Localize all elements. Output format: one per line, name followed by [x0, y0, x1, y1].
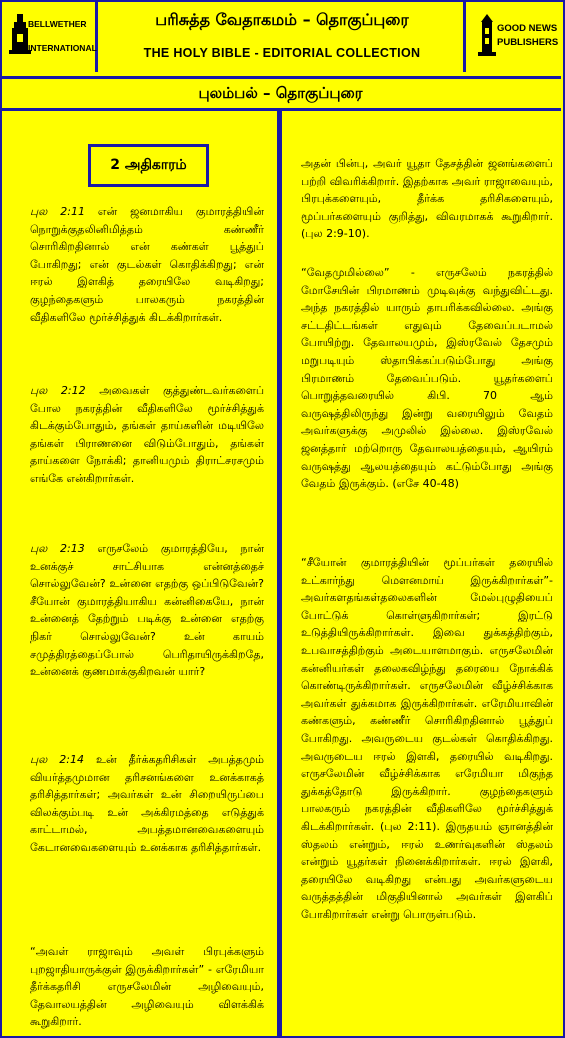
- bellwether-logo: [2, 2, 98, 72]
- right-column: [282, 111, 561, 1036]
- header-titles: [98, 2, 466, 74]
- verse-paragraph: புல 2:11 என் ஜனமாகிய குமாரத்தியின் நொறுக்குதலினிமித்தம் கண்ணீர் சொரிகிறதினால் என் கண்கள் பூத்துப் போகிறது; என் குடல்கள் கொதிக்கிறது; என் ஈரல் இளகித் தரையிலே வடிகிறது; குழந்தைகளும் பாலகரும் நகரத்தின் வீதிகளிலே மூர்ச்சித்துக் கிடக்கிறார்கள்.: [30, 205, 265, 324]
- subtitle: புலம்பல் – தொகுப்புரை: [0, 79, 561, 111]
- left-logo-line2: INTERNATIONAL: [28, 43, 97, 53]
- tower-icon: [476, 14, 498, 58]
- right-logo-line1: GOOD NEWS: [497, 23, 558, 34]
- chapter-label: 2 அதிகாரம்: [88, 144, 209, 187]
- verse-paragraph: புல 2:13 எருசலேம் குமாரத்தியே, நான் உனக்குச் சாட்சியாக என்னத்தைச் சொல்லுவேன்? உன்னை எதற்கு ஒப்பிடுவேன்? சீயோன் குமாரத்தியாகிய கன்னிகையே, நான் உன்னைத் தேற்றும் படிக்கு உன்னை எதற்கு நிகர் சொல்லுவேன்? உன் காயம் சமுத்திரத்தைப்போல் பெரிதாயிருக்கிறதே, உன்னைக் குணமாக்குகிறவன் யார்?: [30, 542, 264, 679]
- right-logo-line2: PUBLISHERS: [497, 37, 559, 48]
- title-english: THE HOLY BIBLE - EDITORIAL COLLECTION: [143, 46, 421, 60]
- verse-paragraph: புல 2:12 அவைகள் குத்துண்டவர்களைப் போல நகரத்தின் வீதிகளிலே மூர்ச்சித்துக் கிடக்கும்போதும், தங்கள் தாய்களின் மடியிலே தங்கள் பிராணனை விடும்போதும், தங்கள் தாய்களை நோக்கி; தானியமும் திராட்சரசமும் எங்கே என்கிறார்கள்.: [30, 384, 265, 485]
- good-news-logo: [463, 2, 561, 72]
- commentary-paragraph: அதன் பின்பு, அவர் யூதா தேசத்தின் ஜனங்களைப் பற்றி விவரிக்கிறார். இதற்காக அவர் ராஜாவையும், பிரபுக்களையும், தீர்க்க தரிசிகளையும், மூப்பர்களையும் குறித்து, விவரமாகக் கூறுகிறார். (புல 2:9-10).: [301, 157, 553, 241]
- commentary-paragraph: “அவள் ராஜாவும் அவள் பிரபுக்களும் புறஜாதியாருக்குள் இருக்கிறார்கள்” - எரேமியா தீர்க்கதரிசி எருசலேமின் அழிவையும், தேவாலயத்தின் அழிவையும் விளக்கிக் கூறுகிறார்.: [30, 945, 264, 1029]
- title-tamil: பரிசுத்த வேதாகமம் – தொகுப்புரை: [155, 10, 409, 29]
- header: [0, 0, 561, 79]
- commentary-paragraph: “சீயோன் குமாரத்தியின் மூப்பர்கள் தரையில் உட்கார்ந்து மௌனமாய் இருக்கிறார்கள்”-அவர்களதங்கள்தலைகளின் மேல்புழுதியைப் போட்டுக் கொள்ளுகிறார்கள்; இரட்டு உடுத்தியிருக்கிறார்கள். இவை துக்கத்திற்கும், உபவாசத்திற்கும் அடையாளமாகும். எருசலேமின் கன்னியர்கள் தலைகவிழ்ந்து தரையை நோக்கிக் கொண்டிருக்கிறார்கள். எருசலேமின் வீழ்ச்சிக்காக அவர்கள் துக்கமாக இருக்கிறார்கள். எரேமியாவின் கண்களும், கண்ணீர் சொரிகிறதினால் பூத்துப் போகிறது. அவருடைய குடல்கள் கொதிக்கிறது. அவருடைய ஈரல் இளகி, தரையில் வடிகிறது. எருசலேமின் வீழ்ச்சிக்காக எரேமியா மிகுந்த துக்கத்தோடு இருக்கிறார். குழந்தைகளும் பாலகரும் நகரத்தின் வீதிகளிலே மூர்ச்சித்துக் கிடக்கிறார்கள். (புல 2:11). இருதயம் ஞானத்தின் ஸ்தலம் என்றும், ஈரல் உணர்வுகளின் ஸ்தலம் என்றும் யூதர்கள் நினைக்கிறார்கள். ஈரல் இளகி, தரையிலே வடிகிறது என்பது அவர்களுடைய வருத்தத்தின் மிகுதியினால் அவர்கள் இளகிப் போகிறார்கள் என்று பொருள்படும்.: [301, 556, 553, 921]
- verse-paragraph: புல 2:14 உன் தீர்க்கதரிசிகள் அபத்தமும் வியர்த்தமுமான தரிசனங்களை உனக்காகத் தரிசித்தார்கள்; அவர்கள் உன் சிறையிருப்பை விலக்கும்படி உன் அக்கிரமத்தை எடுத்துக் காட்டாமல், அபத்தமானவைகளையும் கேடானவைகளையும் உனக்காக தரிசித்தார்கள்.: [30, 753, 265, 854]
- left-column: [2, 111, 282, 1036]
- left-logo-line1: BELLWETHER: [28, 19, 87, 29]
- commentary-paragraph: “வேதமுமில்லை” - எருசலேம் நகரத்தில் மோசேயின் பிரமாணம் முடிவுக்கு வந்துவிட்டது. அந்த நகரத்தில் யாரும் தாபரிக்கவில்லை. அங்கு சட்டதிட்டங்கள் எதுவும் தேவைப்படாமல் போயிற்று. தேவாலயமும், இஸ்ரவேல் தேசமும் மறுபடியும் ஸ்தாபிக்கப்படும்போது அங்கு பிரமாணம் தேவைப்படும். யூதர்களைப் பொறுத்தவரையில் கிபி. 70 ஆம் வருஷத்திலிருந்து இன்று வரையிலும் வேதம் அவர்களுக்கு அமுலில் இல்லை. இஸ்ரவேல் ஜனத்தார் மற்றொரு தேவாலயத்தையும், ஆயிரம் வருஷத்து ஆலயத்தையும் கட்டும்போது அங்கு வேதம் இருக்கும். (எசே 40-48): [301, 266, 553, 491]
